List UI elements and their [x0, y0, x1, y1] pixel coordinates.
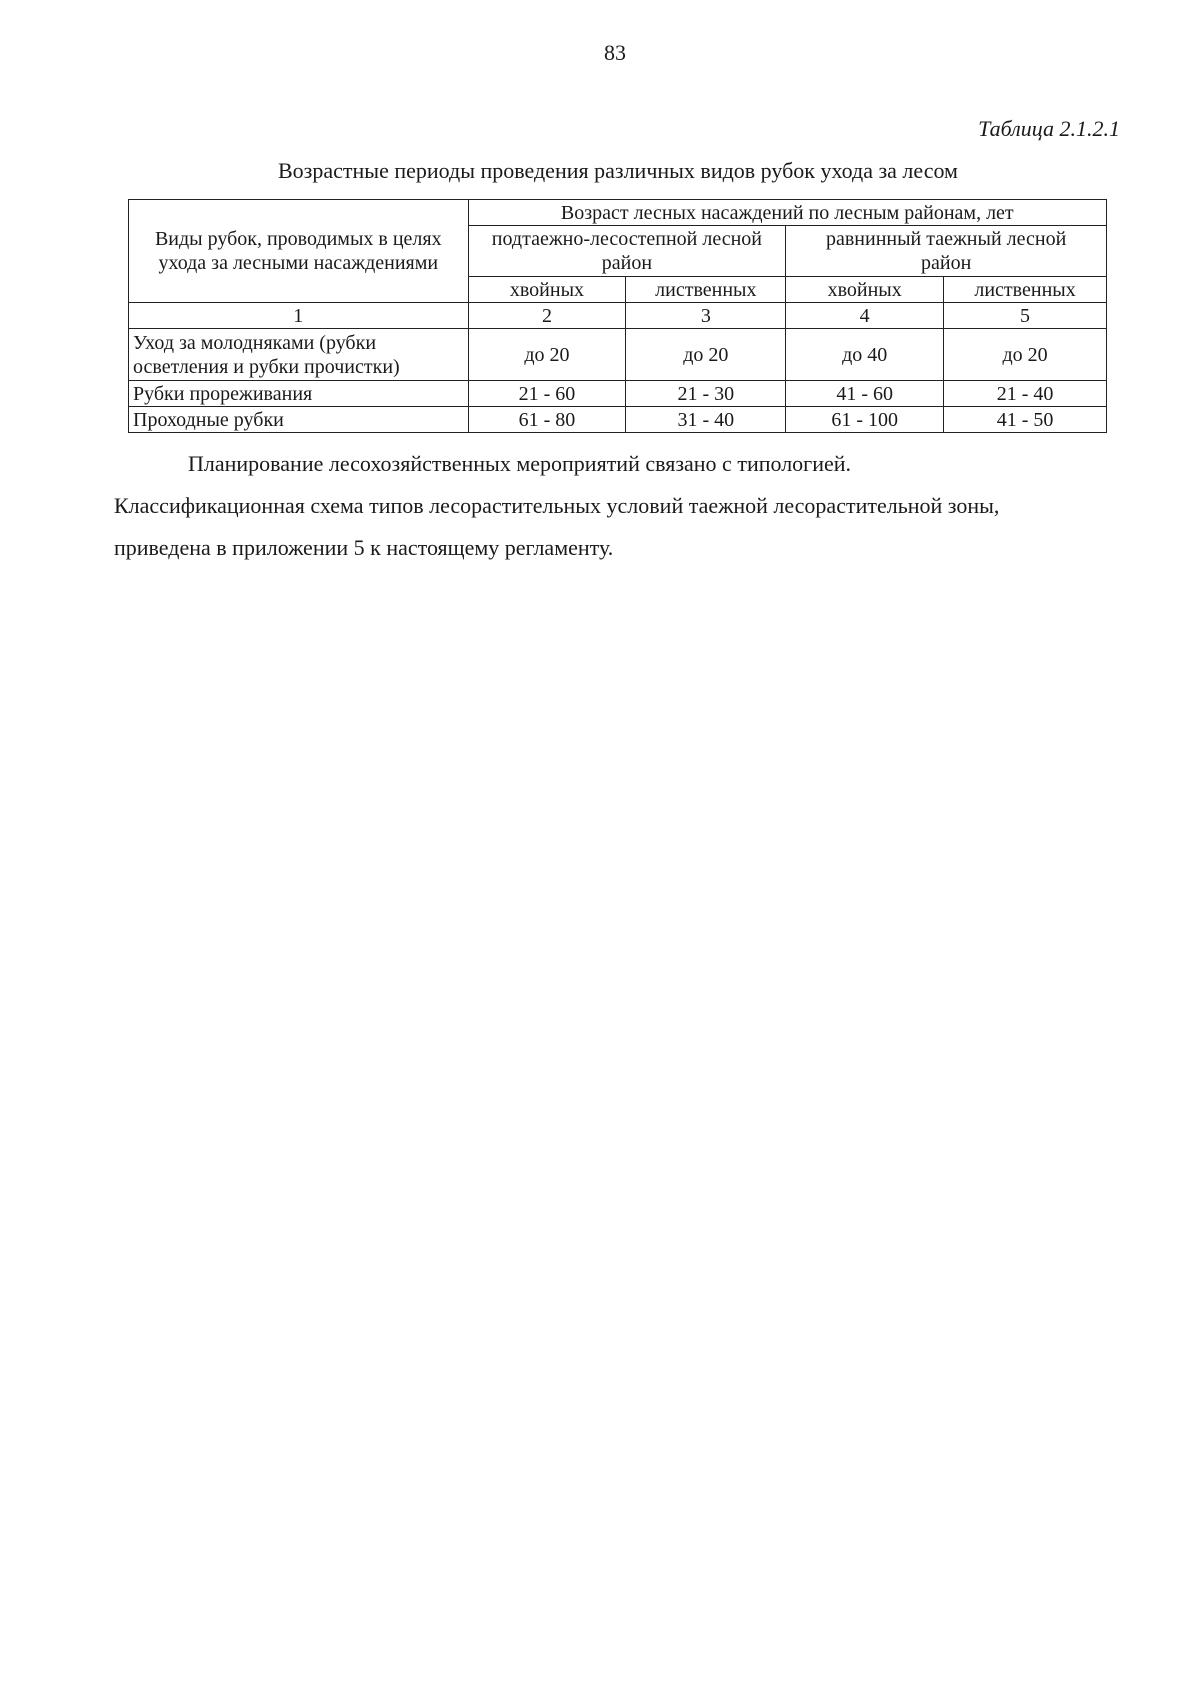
table-cell: 31 - 40	[626, 407, 786, 433]
header-cutting-types	[129, 200, 469, 303]
subheader-deciduous-2: лиственных	[944, 277, 1107, 303]
table-cell: 21 - 30	[626, 381, 786, 407]
body-paragraph: приведена в приложении 5 к настоящему регламенту.	[114, 535, 614, 560]
table-cell: до 20	[626, 329, 786, 381]
region-taiga-line-1: равнинный таежный лесной	[825, 228, 1067, 250]
cutting-periods-table	[128, 199, 1107, 433]
table-cell: 21 - 60	[468, 381, 626, 407]
header-region-subtaiga	[468, 226, 786, 277]
region-subtaiga-line-2: район	[601, 252, 653, 274]
table-caption: Возрастные периоды проведения различных видов рубок ухода за лесом	[278, 158, 958, 183]
header-age-group: Возраст лесных насаждений по лесным районам, лет	[468, 200, 1106, 226]
column-number: 1	[129, 303, 469, 329]
column-number: 3	[626, 303, 786, 329]
table-cell: 61 - 80	[468, 407, 626, 433]
table-cell: 61 - 100	[786, 407, 944, 433]
table-cell: до 20	[944, 329, 1107, 381]
header-region-taiga	[786, 226, 1107, 277]
header-cutting-types-line-2: ухода за лесными насаждениями	[158, 252, 439, 274]
region-subtaiga-line-1: подтаежно-лесостепной лесной	[491, 228, 762, 250]
row-name: Рубки прореживания	[129, 381, 469, 407]
subheader-coniferous-2: хвойных	[786, 277, 944, 303]
column-number: 5	[944, 303, 1107, 329]
row-name	[129, 329, 469, 381]
row-name: Проходные рубки	[129, 407, 469, 433]
table-label: Таблица 2.1.2.1	[978, 116, 1120, 141]
region-taiga-line-2: район	[920, 252, 972, 274]
table-cell: до 40	[786, 329, 944, 381]
row-name-line-2: осветления и рубки прочистки)	[133, 355, 400, 378]
table-cell: 41 - 50	[944, 407, 1107, 433]
row-name-line-1: Уход за молодняками (рубки	[133, 331, 377, 354]
table-row	[129, 407, 1107, 433]
body-paragraph: Планирование лесохозяйственных мероприятий связано с типологией.	[188, 451, 852, 476]
column-number: 4	[786, 303, 944, 329]
table-row	[129, 381, 1107, 407]
header-cutting-types-line-1: Виды рубок, проводимых в целях	[154, 228, 442, 250]
table-row	[129, 329, 1107, 381]
page-number: 83	[604, 40, 626, 65]
body-paragraph: Классификационная схема типов лесорастительных условий таежной лесорастительной зоны,	[114, 493, 1000, 518]
column-number: 2	[468, 303, 626, 329]
subheader-coniferous-1: хвойных	[468, 277, 626, 303]
table-cell: 21 - 40	[944, 381, 1107, 407]
table-cell: 41 - 60	[786, 381, 944, 407]
subheader-deciduous-1: лиственных	[626, 277, 786, 303]
table-cell: до 20	[468, 329, 626, 381]
